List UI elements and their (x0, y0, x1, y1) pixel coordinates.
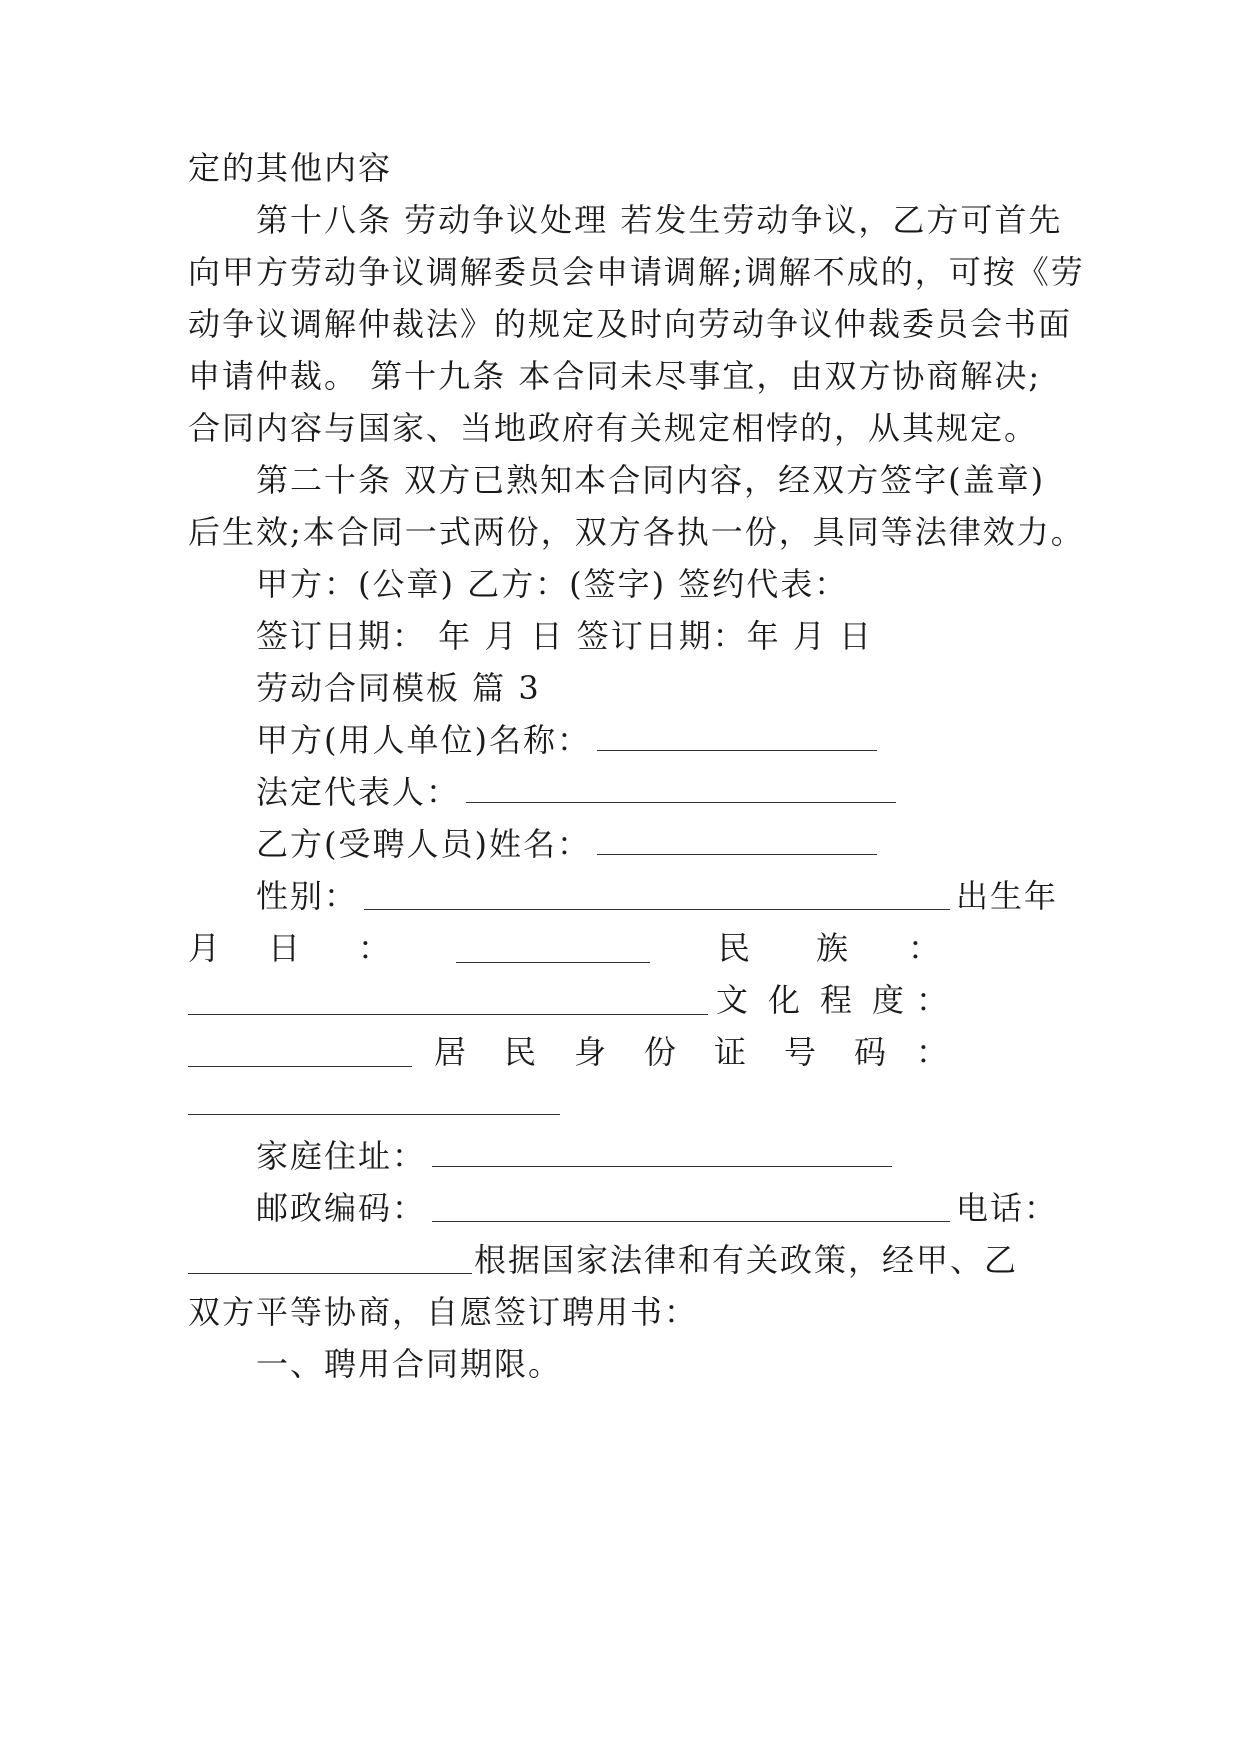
colon: ： (908, 929, 943, 967)
postcode-phone-field (256, 1188, 1058, 1228)
home-address-field (256, 1136, 1058, 1176)
employer-name-blank (597, 724, 877, 751)
gender-label: 性别： (256, 877, 359, 915)
home-address-blank (432, 1140, 892, 1167)
phone-blank-line (188, 1240, 1058, 1280)
preamble-text: 根据国家法律和有关政策，经甲、乙 (474, 1241, 1019, 1279)
text-line: 申请仲裁。 第十九条 本合同未尽事宜，由双方协商解决; (188, 357, 1042, 395)
signing-date-line: 签订日期： 年 月 日 签订日期：年 月 日 (256, 617, 874, 655)
education-char-1: 文 (716, 981, 751, 1019)
text-line: 后生效;本合同一式两份，双方各执一份，具同等法律效力。 (188, 513, 1085, 551)
ethnicity-char-2: 族 (816, 929, 851, 967)
birthdate-label-start: 出生年 (955, 877, 1058, 915)
signature-parties-line: 甲方：(公章) 乙方：(签字) 签约代表： (256, 565, 849, 603)
text-line: 合同内容与国家、当地政府有关规定相悖的，从其规定。 (188, 409, 1039, 447)
gender-field (256, 876, 1058, 916)
phone-label: 电话： (955, 1189, 1058, 1227)
id-char-2: 民 (504, 1033, 539, 1071)
section-title: 劳动合同模板 篇 3 (256, 669, 541, 707)
text-line: 双方平等协商，自愿签订聘用书： (188, 1293, 699, 1331)
id-char-3: 身 (574, 1033, 609, 1071)
id-char-7: 码 (854, 1033, 889, 1071)
employer-name-label: 甲方(用人单位)名称： (256, 721, 591, 759)
id-char-1: 居 (434, 1033, 469, 1071)
home-address-label: 家庭住址： (256, 1137, 427, 1175)
legal-representative-label: 法定代表人： (256, 773, 461, 811)
article-20-heading: 第二十条 双方已熟知本合同内容，经双方签字(盖章) (256, 461, 1046, 499)
employee-name-label: 乙方(受聘人员)姓名： (256, 825, 591, 863)
education-char-4: 度 (872, 981, 907, 1019)
legal-representative-field (256, 772, 1058, 812)
id-number-blank (188, 1114, 560, 1115)
education-char-2: 化 (768, 981, 803, 1019)
legal-representative-blank (466, 776, 896, 803)
month-label: 月 (188, 929, 223, 967)
education-char-3: 程 (820, 981, 855, 1019)
id-number-line (188, 1032, 1058, 1072)
text-line: 定的其他内容 (188, 149, 393, 187)
colon: ： (916, 981, 951, 1019)
education-blank (188, 1066, 412, 1067)
phone-blank (188, 1243, 472, 1274)
postcode-blank (432, 1191, 950, 1222)
ethnicity-char-1: 民 (718, 929, 753, 967)
text-line: 向甲方劳动争议调解委员会申请调解;调解不成的，可按《劳 (188, 253, 1085, 291)
id-char-6: 号 (784, 1033, 819, 1071)
clause-heading: 一、聘用合同期限。 (256, 1345, 563, 1383)
birthdate-blank (456, 962, 650, 963)
text-line: 动争议调解仲裁法》的规定及时向劳动争议仲裁委员会书面 (188, 305, 1073, 343)
colon: ： (916, 1033, 951, 1071)
day-label: 日 (268, 929, 303, 967)
birthdate-ethnicity-line (188, 928, 1058, 968)
education-line (188, 980, 1058, 1020)
id-char-4: 份 (644, 1033, 679, 1071)
colon: ： (358, 929, 393, 967)
postcode-label: 邮政编码： (256, 1189, 427, 1227)
employee-name-field (256, 824, 1058, 864)
ethnicity-blank (188, 1014, 708, 1015)
id-char-5: 证 (714, 1033, 749, 1071)
employee-name-blank (597, 828, 877, 855)
article-18-heading: 第十八条 劳动争议处理 若发生劳动争议，乙方可首先 (256, 201, 1063, 239)
employer-name-field (256, 720, 1058, 760)
gender-blank (364, 879, 950, 910)
